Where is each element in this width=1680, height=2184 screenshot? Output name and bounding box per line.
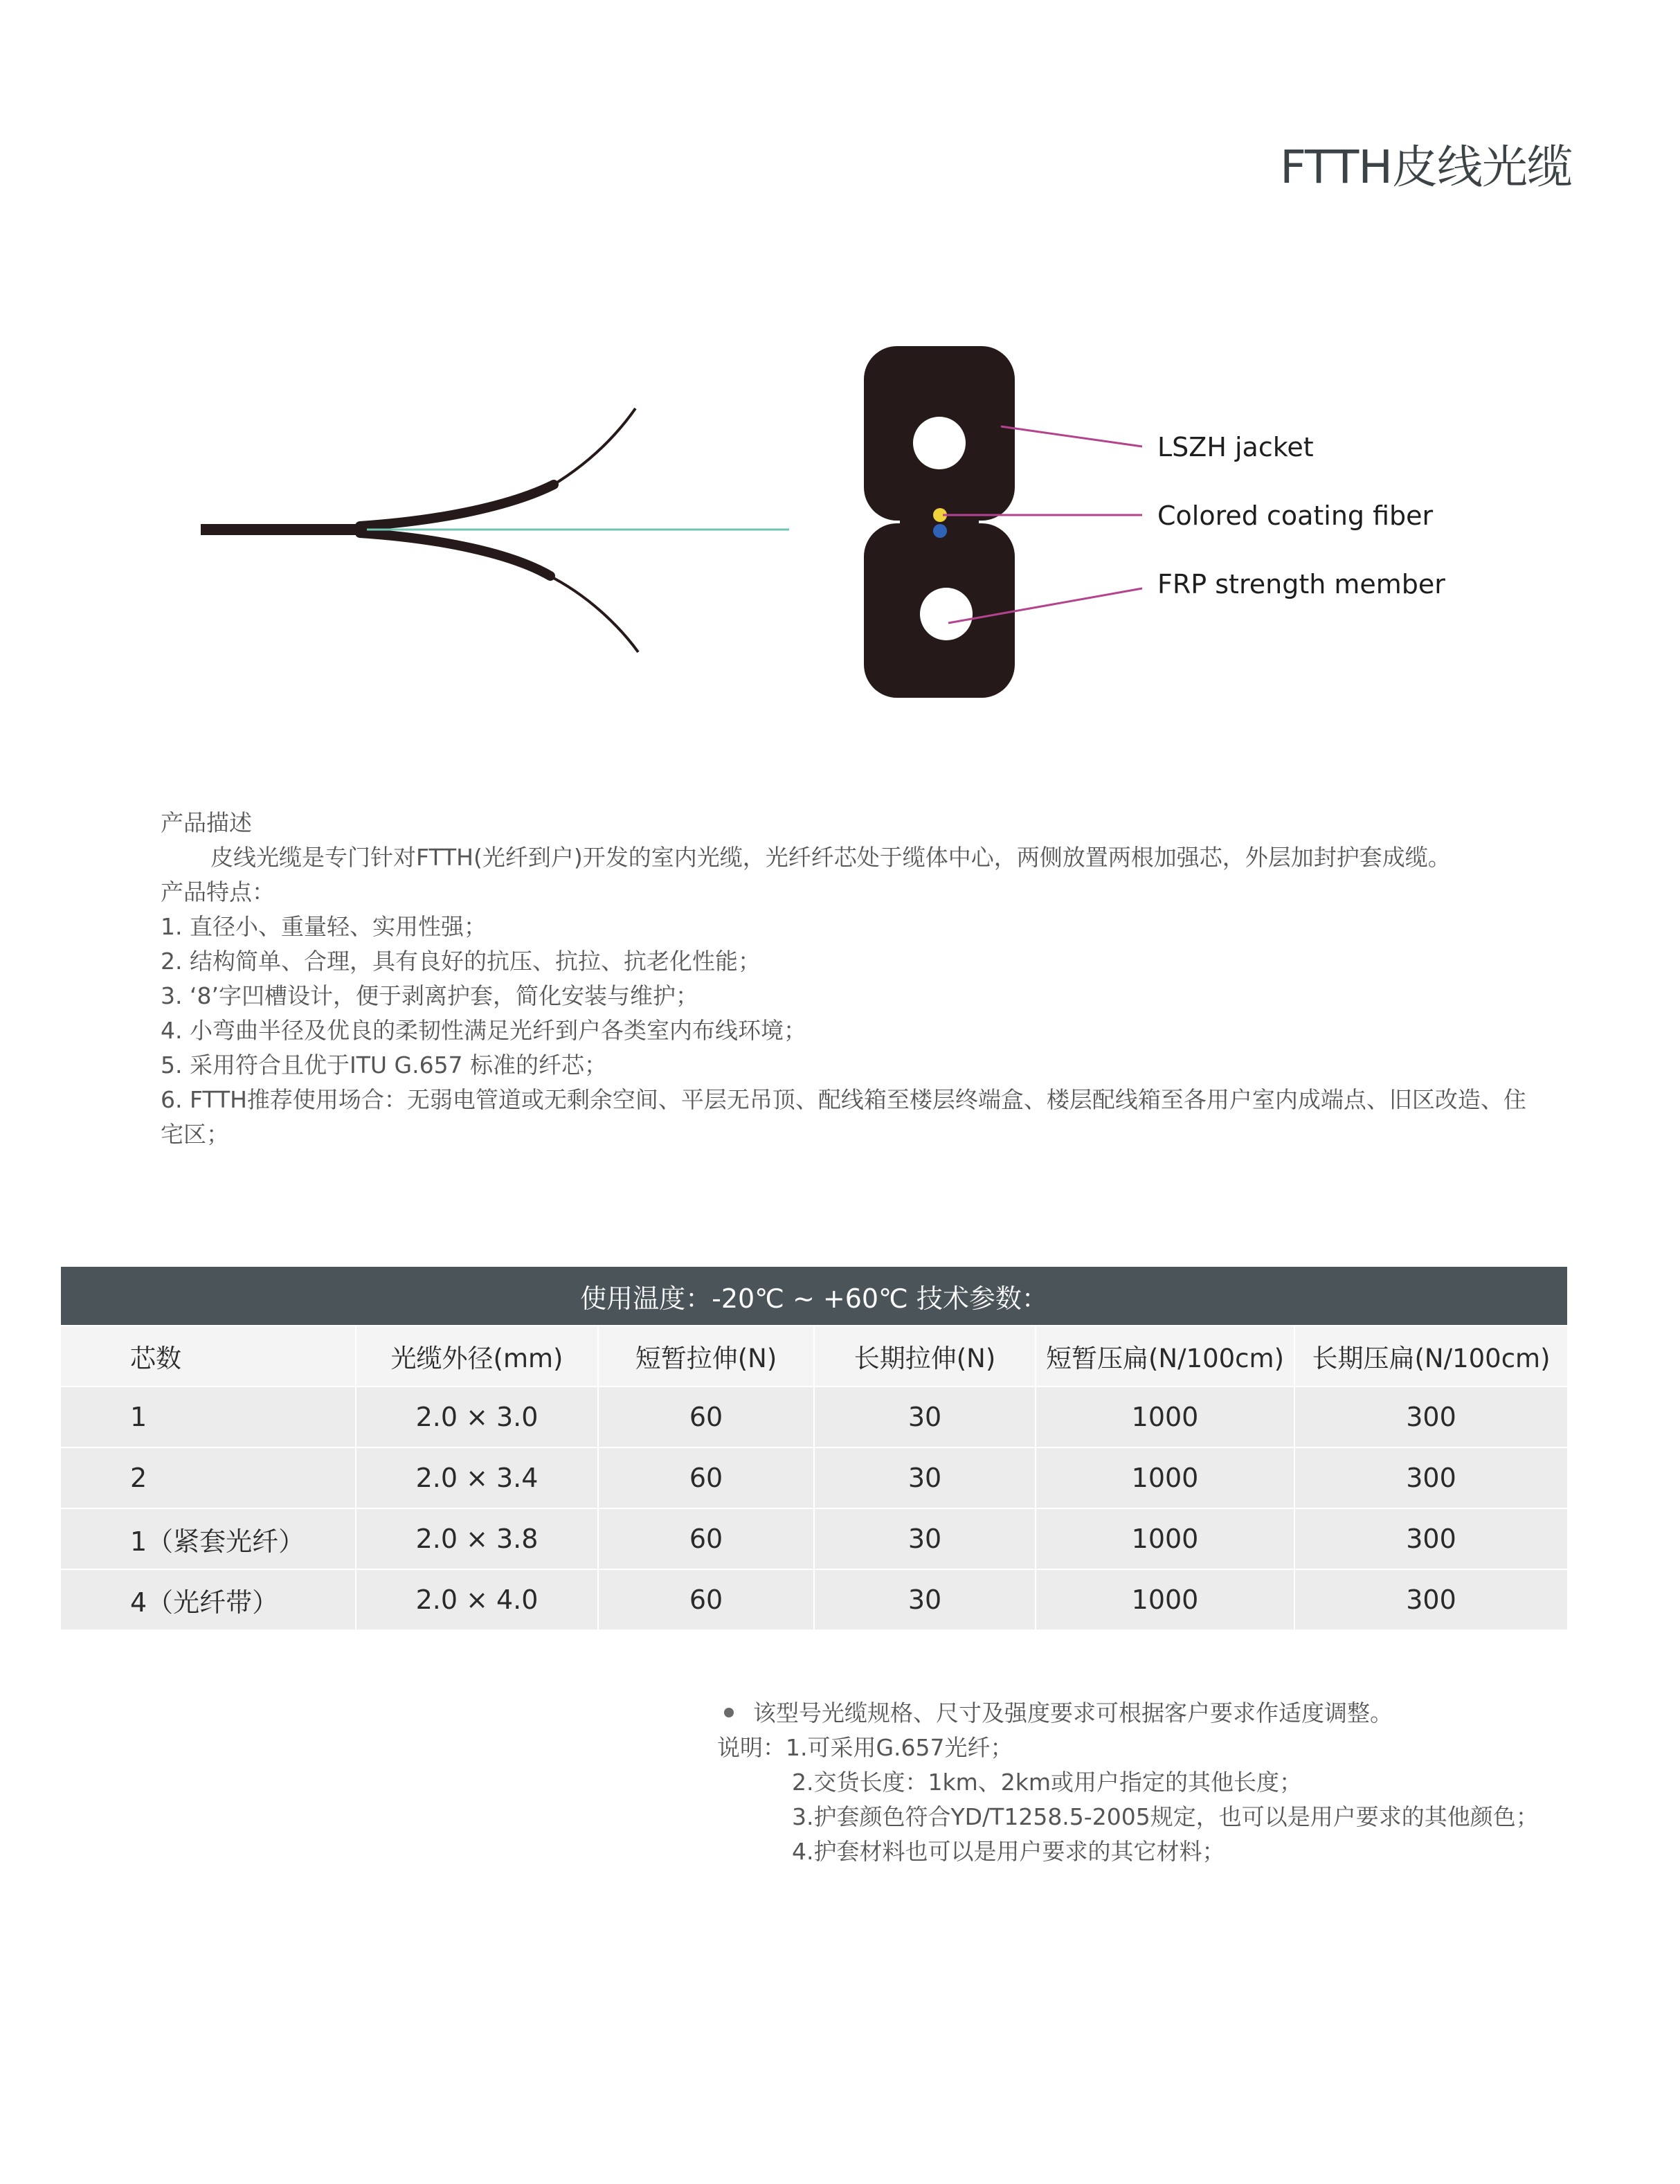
table-cell: 2.0 × 4.0 — [356, 1569, 598, 1630]
strength-member-upper — [913, 417, 966, 469]
bullet-dot-icon — [724, 1708, 734, 1717]
table-cell: 2 — [61, 1447, 356, 1508]
page-title: FTTH皮线光缆 — [1280, 141, 1572, 194]
note-item: 2.交货长度：1km、2km或用户指定的其他长度； — [792, 1769, 1302, 1796]
table-cell: 60 — [598, 1447, 814, 1508]
table-cell: 30 — [814, 1447, 1036, 1508]
table-cell: 1（紧套光纤） — [61, 1508, 356, 1569]
column-header: 短暂压扁(N/100cm) — [1036, 1326, 1294, 1387]
feature-item: 4. 小弯曲半径及优良的柔韧性满足光纤到户各类室内布线环境； — [161, 1017, 806, 1044]
note-bullet-text: 该型号光缆规格、尺寸及强度要求可根据客户要求作适度调整。 — [753, 1699, 1393, 1726]
table-cell: 30 — [814, 1387, 1036, 1447]
cable-cross-section — [864, 346, 1015, 698]
cable-diagram — [0, 0, 1680, 761]
note-item: 1.可采用G.657光纤； — [786, 1734, 1013, 1761]
column-header: 长期压扁(N/100cm) — [1294, 1326, 1567, 1387]
table-row — [61, 1387, 1567, 1447]
feature-item: 6. FTTH推荐使用场合：无弱电管道或无剩余空间、平层无吊顶、配线箱至楼层终端盒、楼层配线箱至各用户室内成端点、旧区改造、住宅区； — [161, 1086, 1526, 1148]
leader-jacket — [1001, 426, 1142, 446]
cable-upper-branch — [360, 485, 554, 526]
description-heading: 产品描述 — [161, 809, 252, 836]
feature-item: 5. 采用符合且优于ITU G.657 标准的纤芯； — [161, 1052, 608, 1079]
strength-member-lower — [920, 588, 973, 640]
note-label: 说明： — [717, 1734, 786, 1761]
callout-colored-coating-fiber: Colored coating fiber — [1157, 500, 1434, 531]
features-heading: 产品特点： — [161, 878, 275, 905]
table-cell: 4（光纤带） — [61, 1569, 356, 1630]
callout-frp-strength-member: FRP strength member — [1157, 569, 1445, 599]
feature-item: 1. 直径小、重量轻、实用性强； — [161, 913, 487, 940]
feature-item: 2. 结构简单、合理，具有良好的抗压、抗拉、抗老化性能； — [161, 948, 761, 975]
table-cell: 1 — [61, 1387, 356, 1447]
table-cell: 30 — [814, 1569, 1036, 1630]
table-cell: 300 — [1294, 1387, 1567, 1447]
table-cell: 30 — [814, 1508, 1036, 1569]
cable-lower-wire — [547, 575, 638, 652]
table-cell: 2.0 × 3.8 — [356, 1508, 598, 1569]
note-item: 4.护套材料也可以是用户要求的其它材料； — [792, 1838, 1225, 1865]
table-cell: 60 — [598, 1508, 814, 1569]
cable-upper-wire — [550, 408, 635, 487]
table-cell: 1000 — [1036, 1508, 1294, 1569]
column-header: 短暂拉伸(N) — [598, 1326, 814, 1387]
table-cell: 300 — [1294, 1508, 1567, 1569]
column-header: 长期拉伸(N) — [814, 1326, 1036, 1387]
table-header-row — [61, 1326, 1567, 1387]
table-cell: 300 — [1294, 1447, 1567, 1508]
note-label-line — [717, 1731, 1539, 1765]
feature-item: 3. ‘8’字凹槽设计，便于剥离护套，简化安装与维护； — [161, 982, 698, 1009]
table-row — [61, 1447, 1567, 1508]
callout-lszh-jacket: LSZH jacket — [1157, 432, 1314, 462]
table-row — [61, 1569, 1567, 1630]
spec-table — [61, 1267, 1567, 1630]
cable-lower-branch — [360, 533, 550, 576]
table-cell: 1000 — [1036, 1387, 1294, 1447]
description-body: 皮线光缆是专门针对FTTH(光纤到户)开发的室内光缆，光纤纤芯处于缆体中心，两侧放置两根加强芯，外层加封护套成缆。 — [210, 844, 1451, 871]
jacket-neck — [900, 498, 979, 547]
table-row — [61, 1508, 1567, 1569]
column-header: 芯数 — [61, 1326, 356, 1387]
table-cell: 60 — [598, 1387, 814, 1447]
product-description — [161, 806, 1545, 1152]
note-bullet-line — [717, 1696, 1539, 1731]
notes-section — [717, 1696, 1539, 1869]
table-cell: 1000 — [1036, 1569, 1294, 1630]
column-header: 光缆外径(mm) — [356, 1326, 598, 1387]
table-cell: 1000 — [1036, 1447, 1294, 1508]
spec-table-banner: 使用温度：-20℃ ~ +60℃ 技术参数： — [61, 1267, 1567, 1326]
table-cell: 2.0 × 3.0 — [356, 1387, 598, 1447]
fiber-blue — [933, 524, 947, 538]
table-cell: 300 — [1294, 1569, 1567, 1630]
note-item: 3.护套颜色符合YD/T1258.5-2005规定，也可以是用户要求的其他颜色； — [792, 1803, 1539, 1830]
cable-main-body — [201, 524, 367, 535]
table-cell: 2.0 × 3.4 — [356, 1447, 598, 1508]
cable-side-view — [201, 408, 789, 652]
table-cell: 60 — [598, 1569, 814, 1630]
